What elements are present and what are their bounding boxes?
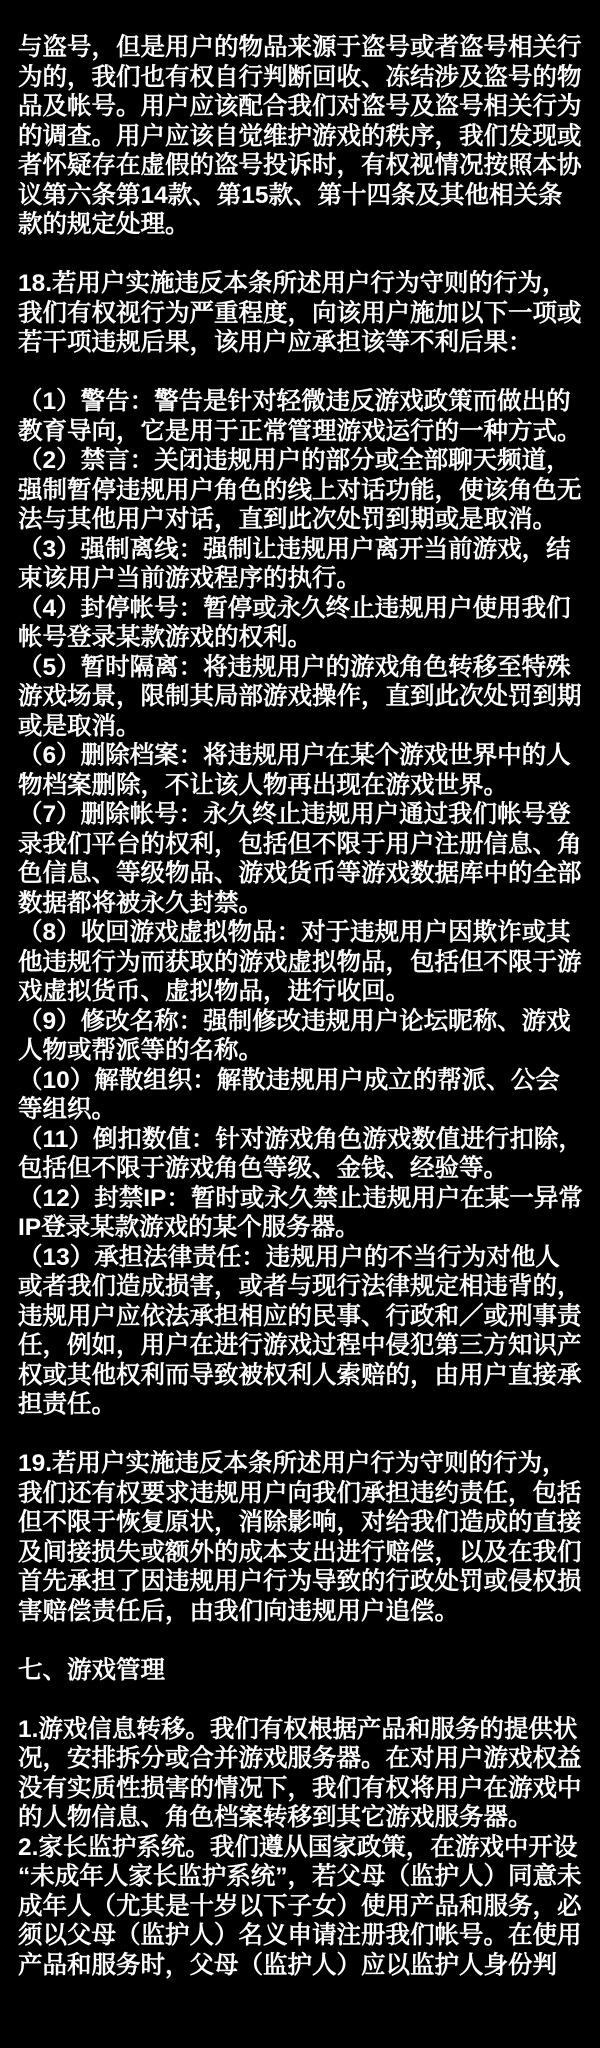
penalty-list-item: （8）收回游戏虚拟物品：对于违规用户因欺诈或其他违规行为而获取的游戏虚拟物品，包括但不限于游戏虚拟货币、虚拟物品，进行收回。 xyxy=(18,919,582,1005)
penalty-list-item: （7）删除帐号：永久终止违规用户通过我们帐号登录我们平台的权利，包括但不限于用户注册信息、角色信息、等级物品、游戏货币等游戏数据库中的全部数据都将被永久封禁。 xyxy=(18,801,582,917)
penalty-list-item: （13）承担法律责任：违规用户的不当行为对他人或者我们造成损害，或者与现行法律规定相违背的，违规用户应依法承担相应的民事、行政和／或刑事责任，例如，用户在进行游戏过程中侵犯第三方知识产权或其他权利而导致被权利人索赔的，由用户直接承担责任。 xyxy=(18,1243,582,1418)
penalty-list-item: （3）强制离线：强制让违规用户离开当前游戏，结束该用户当前游戏程序的执行。 xyxy=(18,535,571,592)
penalty-list-item: （10）解散组织：解散违规用户成立的帮派、公会等组织。 xyxy=(18,1066,560,1123)
paragraph: 1.游戏信息转移。我们有权根据产品和服务的提供状况，安排拆分或合并游戏服务器。在对用户游戏权益没有实质性损害的情况下，我们有权将用户在游戏中的人物信息、角色档案转移到其它游戏服务器。 xyxy=(18,1715,582,1831)
penalty-list-item: （9）修改名称：强制修改违规用户论坛昵称、游戏人物或帮派等的名称。 xyxy=(18,1007,571,1064)
penalty-list-item: （1）警告：警告是针对轻微违反游戏政策而做出的教育导向，它是用于正常管理游戏运行的一种方式。 xyxy=(18,388,582,445)
paragraph: 与盗号，但是用户的物品来源于盗号或者盗号相关行为的，我们也有权自行判断回收、冻结涉及盗号的物品及帐号。用户应该配合我们对盗号及盗号相关行为的调查。用户应该自觉维护游戏的秩序，我们发现或者怀疑存在虚假的盗号投诉时，有权视情况按照本协议第六条第14款、第15款、第十四条及其他相关条款的规定处理。 xyxy=(18,34,582,238)
paragraph: 18.若用户实施违反本条所述用户行为守则的行为，我们有权视行为严重程度，向该用户施加以下一项或若干项违规后果，该用户应承担该等不利后果： xyxy=(18,270,582,356)
penalty-list-item: （2）禁言：关闭违规用户的部分或全部聊天频道，强制暂停违规用户角色的线上对话功能，使该角色无法与其他用户对话，直到此次处罚到期或是取消。 xyxy=(18,447,582,533)
paragraph: 19.若用户实施违反本条所述用户行为守则的行为，我们还有权要求违规用户向我们承担违约责任，包括但不限于恢复原状，消除影响，对给我们造成的直接及间接损失或额外的成本支出进行赔偿，以及在我们首先承担了因违规用户行为导致的行政处罚或侵权损害赔偿责任后，由我们向违规用户追偿。 xyxy=(18,1450,582,1625)
penalty-list-item: （6）删除档案：将违规用户在某个游戏世界中的人物档案删除，不让该人物再出现在游戏世界。 xyxy=(18,742,571,799)
penalty-list-item: （4）封停帐号：暂停或永久终止违规用户使用我们帐号登录某款游戏的权利。 xyxy=(18,594,571,651)
paragraph: 2.家长监护系统。我们遵从国家政策，在游戏中开设“未成年人家长监护系统”，若父母（监护人）同意未成年人（尤其是十岁以下子女）使用产品和服务，必须以父母（监护人）名义申请注册我们帐号。在使用产品和服务时，父母（监护人）应以监护人身份判 xyxy=(18,1833,582,1979)
penalty-list-item: （5）暂时隔离：将违规用户的游戏角色转移至特殊游戏场景，限制其局部游戏操作，直到此次处罚到期或是取消。 xyxy=(18,653,582,740)
penalty-list-item: （12）封禁IP：暂时或永久禁止违规用户在某一异常IP登录某款游戏的某个服务器。 xyxy=(18,1184,583,1241)
penalty-list-item: （11）倒扣数值：针对游戏角色游戏数值进行扣除，包括但不限于游戏角色等级、金钱、经验等。 xyxy=(18,1125,583,1182)
section-heading: 七、游戏管理 xyxy=(18,1656,165,1684)
